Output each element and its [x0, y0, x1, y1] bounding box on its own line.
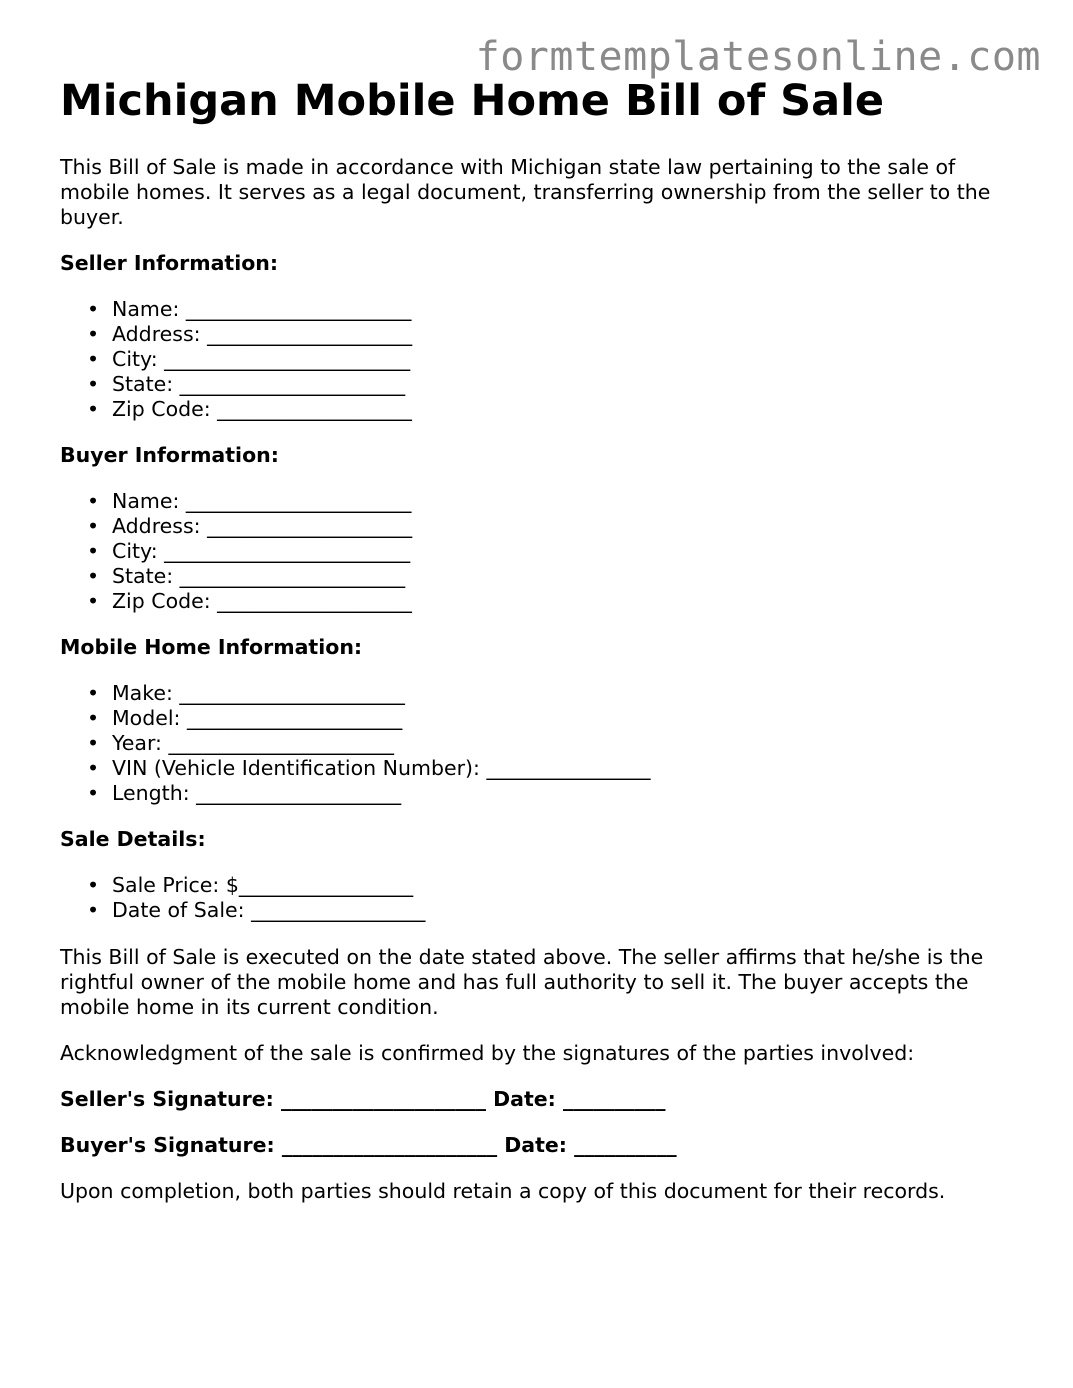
date-of-sale-field: • Date of Sale: _________________: [60, 898, 425, 923]
buyer-signature-line: Buyer's Signature: _____________________ Date: __________: [60, 1133, 677, 1157]
seller-zip-field: • Zip Code: ___________________: [60, 397, 412, 422]
closing-paragraph: Upon completion, both parties should retain a copy of this document for their records.: [60, 1179, 946, 1203]
mobile-home-fields-list: [60, 681, 650, 806]
seller-state-field: • State: ______________________: [60, 372, 412, 397]
acknowledgment-paragraph: Acknowledgment of the sale is confirmed by the signatures of the parties involved:: [60, 1041, 915, 1065]
seller-fields-list: [60, 297, 412, 422]
buyer-fields-list: [60, 489, 412, 614]
page-title: Michigan Mobile Home Bill of Sale: [60, 76, 885, 126]
seller-heading: Seller Information:: [60, 251, 279, 275]
sale-details-list: [60, 873, 425, 923]
mobile-home-heading: Mobile Home Information:: [60, 635, 363, 659]
year-field: • Year: ______________________: [60, 731, 650, 756]
buyer-name-field: • Name: ______________________: [60, 489, 412, 514]
buyer-zip-field: • Zip Code: ___________________: [60, 589, 412, 614]
execution-paragraph: This Bill of Sale is executed on the date stated above. The seller affirms that he/she is the rightful owner of the mobile home and has full authority to sell it. The buyer accepts the mobile home in its current condition.: [60, 945, 984, 1019]
intro-paragraph: This Bill of Sale is made in accordance with Michigan state law pertaining to the sale of mobile homes. It serves as a legal document, transferring ownership from the seller to the buyer.: [60, 155, 991, 229]
buyer-address-field: • Address: ____________________: [60, 514, 412, 539]
seller-city-field: • City: ________________________: [60, 347, 412, 372]
make-field: • Make: ______________________: [60, 681, 650, 706]
vin-field: • VIN (Vehicle Identification Number): ________________: [60, 756, 650, 781]
seller-name-field: • Name: ______________________: [60, 297, 412, 322]
seller-address-field: • Address: ____________________: [60, 322, 412, 347]
sale-price-field: • Sale Price: $_________________: [60, 873, 425, 898]
sale-details-heading: Sale Details:: [60, 827, 206, 851]
seller-signature-line: Seller's Signature: ____________________ Date: __________: [60, 1087, 666, 1111]
buyer-state-field: • State: ______________________: [60, 564, 412, 589]
buyer-heading: Buyer Information:: [60, 443, 279, 467]
model-field: • Model: _____________________: [60, 706, 650, 731]
buyer-city-field: • City: ________________________: [60, 539, 412, 564]
length-field: • Length: ____________________: [60, 781, 650, 806]
watermark: formtemplatesonline.com: [475, 34, 1041, 80]
